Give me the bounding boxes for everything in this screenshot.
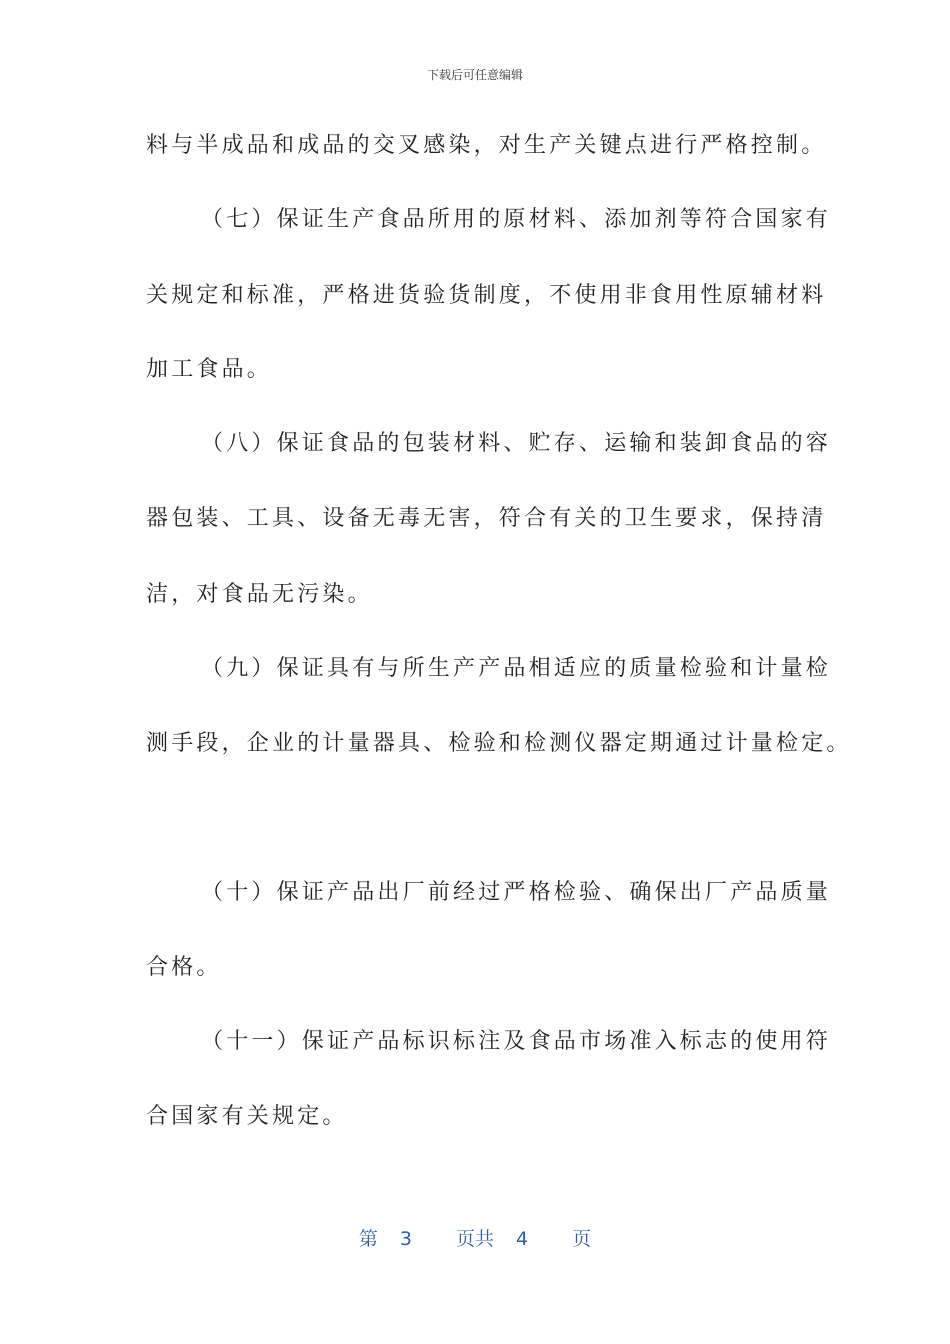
body-line-1: 料与半成品和成品的交叉感染，对生产关键点进行严格控制。 (146, 133, 827, 158)
body-line-11: 合格。 (146, 955, 222, 980)
body-line-12: （十一）保证产品标识标注及食品市场准入标志的使用符 (201, 1029, 832, 1054)
footer-current-page: 3 (399, 1228, 412, 1250)
footer-total-pages: 4 (516, 1228, 529, 1250)
page-header: 下载后可任意编辑 (426, 68, 523, 82)
body-line-6: 器包装、工具、设备无毒无害，符合有关的卫生要求，保持清 (146, 506, 827, 531)
body-line-2: （七）保证生产食品所用的原材料、添加剂等符合国家有 (201, 207, 832, 232)
body-line-10: （十）保证产品出厂前经过严格检验、确保出厂产品质量 (201, 880, 832, 905)
body-line-7: 洁，对食品无污染。 (146, 582, 373, 607)
body-line-3: 关规定和标准，严格进货验货制度，不使用非食用性原辅材料 (146, 283, 827, 308)
body-line-8: （九）保证具有与所生产产品相适应的质量检验和计量检 (201, 656, 832, 681)
body-line-13: 合国家有关规定。 (146, 1104, 348, 1129)
page-footer (0, 1224, 950, 1251)
body-line-9: 测手段，企业的计量器具、检验和检测仪器定期通过计量检定。 (146, 731, 852, 756)
body-line-4: 加工食品。 (146, 357, 273, 382)
body-line-5: （八）保证食品的包装材料、贮存、运输和装卸食品的容 (201, 431, 832, 456)
footer-prefix: 第 (358, 1228, 378, 1250)
footer-suffix: 页 (572, 1228, 592, 1250)
footer-middle: 页共 (455, 1228, 494, 1250)
